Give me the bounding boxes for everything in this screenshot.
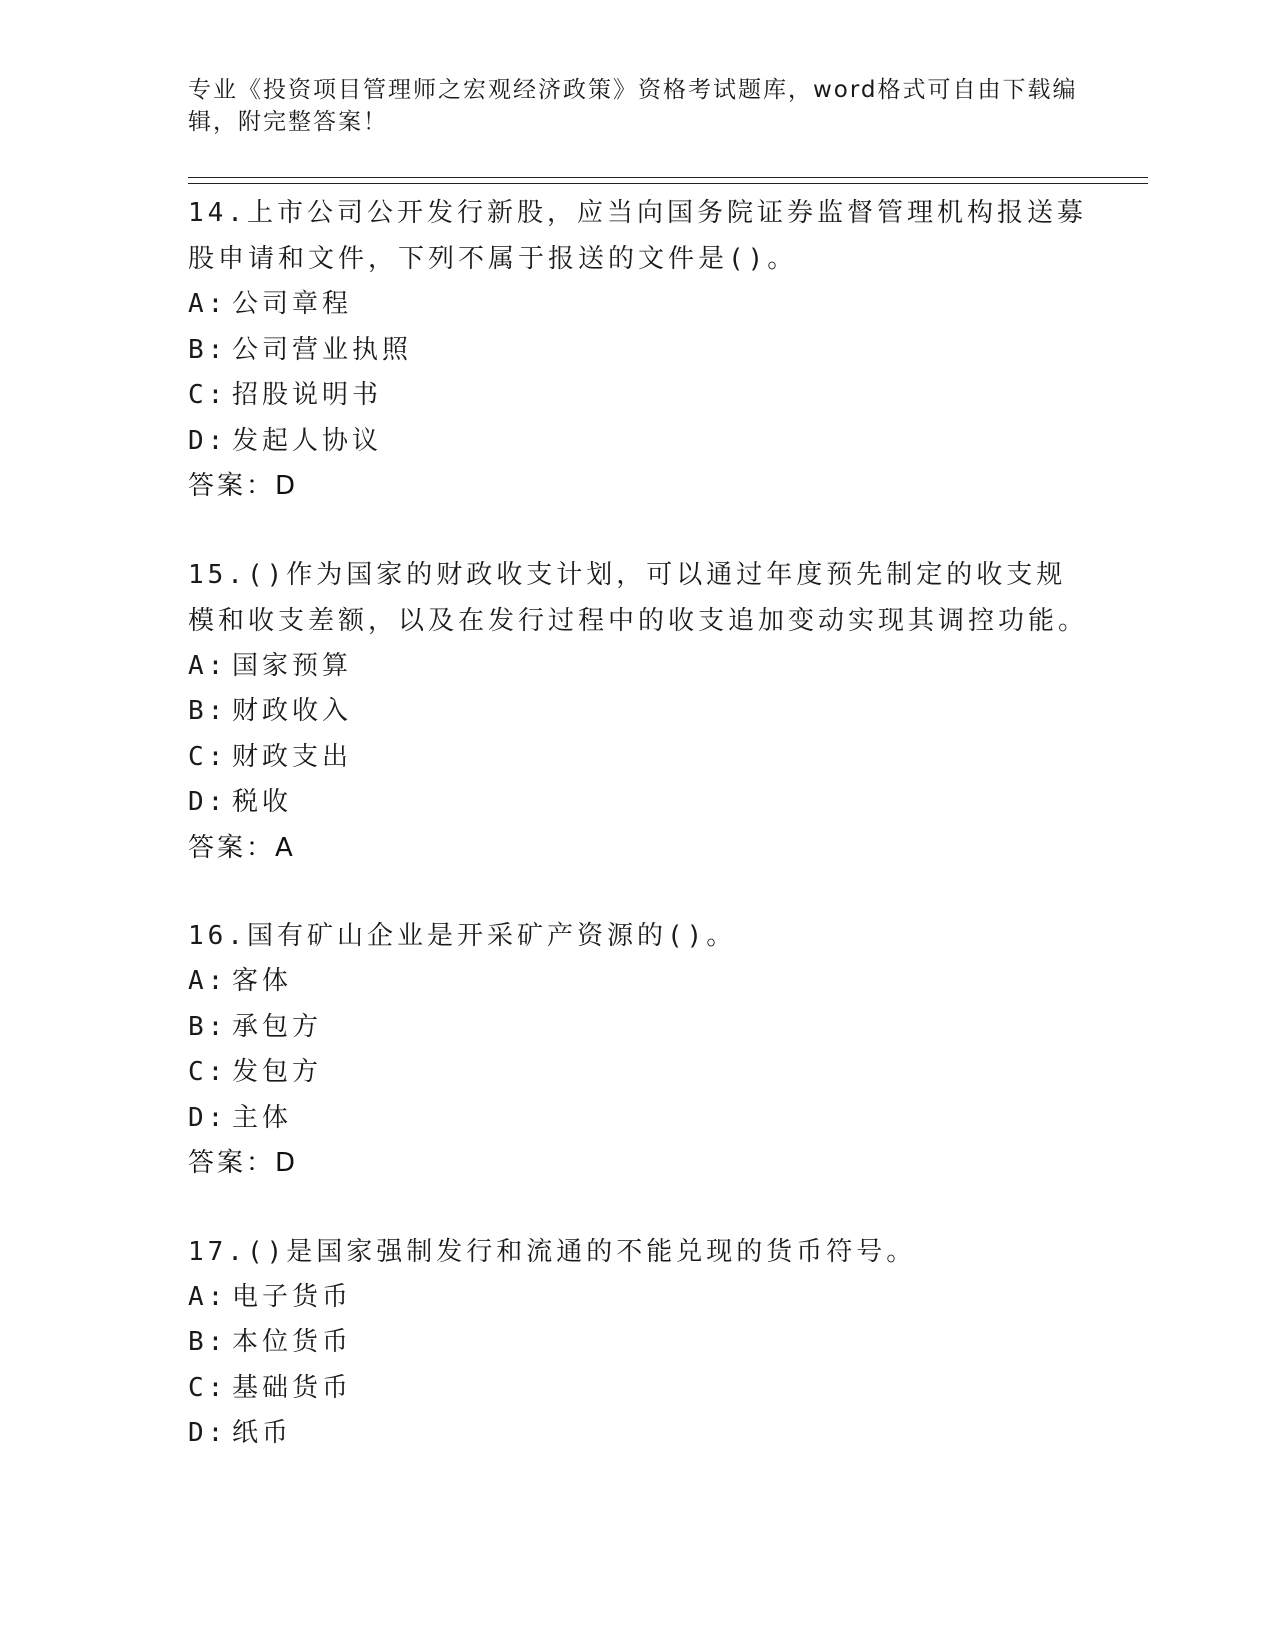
question-14 [188,190,1088,510]
option-c [188,1050,1088,1096]
option-text: 发起人协议 [232,425,383,456]
option-a [188,644,1088,690]
option-key: B: [188,1327,228,1357]
option-key: B: [188,696,228,726]
question-list [188,190,1088,1499]
option-a [188,959,1088,1005]
question-stem: 15.()作为国家的财政收支计划，可以通过年度预先制定的收支规模和收支差额，以及在发行过程中的收支追加变动实现其调控功能。 [188,559,1089,636]
option-text: 承包方 [232,1011,323,1042]
option-c [188,735,1088,781]
option-key: A: [188,966,228,996]
document-header: 专业《投资项目管理师之宏观经济政策》资格考试题库，word格式可自由下载编辑，附完整答案！ [188,77,1078,135]
header-rule-bottom [188,183,1148,184]
question-stem: 17.()是国家强制发行和流通的不能兑现的货币符号。 [188,1236,917,1267]
option-key: C: [188,380,228,410]
option-b [188,328,1088,374]
option-text: 本位货币 [232,1327,353,1357]
option-text: 国家预算 [232,650,353,681]
option-key: A: [188,289,228,319]
option-key: C: [188,1057,228,1087]
question-stem: 14.上市公司公开发行新股，应当向国务院证券监督管理机构报送募股申请和文件，下列不属于报送的文件是()。 [188,198,1087,274]
option-text: 纸币 [232,1418,293,1448]
option-text: 财政收入 [232,696,353,726]
option-d [188,419,1088,465]
option-text: 公司章程 [232,289,353,319]
answer-line: 答案：D [188,1148,299,1178]
option-text: 公司营业执照 [232,334,413,365]
answer-line: 答案：A [188,832,296,863]
option-a [188,282,1088,328]
answer-line: 答案：D [188,471,299,501]
option-text: 税收 [232,787,293,817]
option-key: D: [188,787,228,817]
question-stem: 16.国有矿山企业是开采矿产资源的()。 [188,921,737,951]
option-key: A: [188,1281,228,1312]
option-key: D: [188,1418,228,1448]
option-c [188,373,1088,419]
option-key: D: [188,1102,228,1133]
option-text: 招股说明书 [232,380,383,410]
option-text: 发包方 [232,1057,323,1087]
option-key: B: [188,1011,228,1042]
option-d [188,1096,1088,1142]
option-key: C: [188,741,228,772]
option-b [188,1320,1088,1366]
question-17 [188,1229,1088,1457]
option-b [188,1005,1088,1051]
option-key: B: [188,334,228,365]
option-text: 客体 [232,966,293,996]
option-text: 基础货币 [232,1372,353,1403]
option-c [188,1366,1088,1412]
option-text: 电子货币 [232,1281,353,1312]
option-a [188,1275,1088,1321]
header-rule-top [188,177,1148,178]
question-15 [188,552,1088,872]
option-d [188,1411,1088,1457]
option-text: 主体 [232,1102,293,1133]
option-key: C: [188,1372,228,1403]
option-b [188,689,1088,735]
option-text: 财政支出 [232,741,353,772]
question-16 [188,913,1088,1187]
option-d [188,780,1088,826]
option-key: D: [188,425,228,456]
option-key: A: [188,650,228,681]
